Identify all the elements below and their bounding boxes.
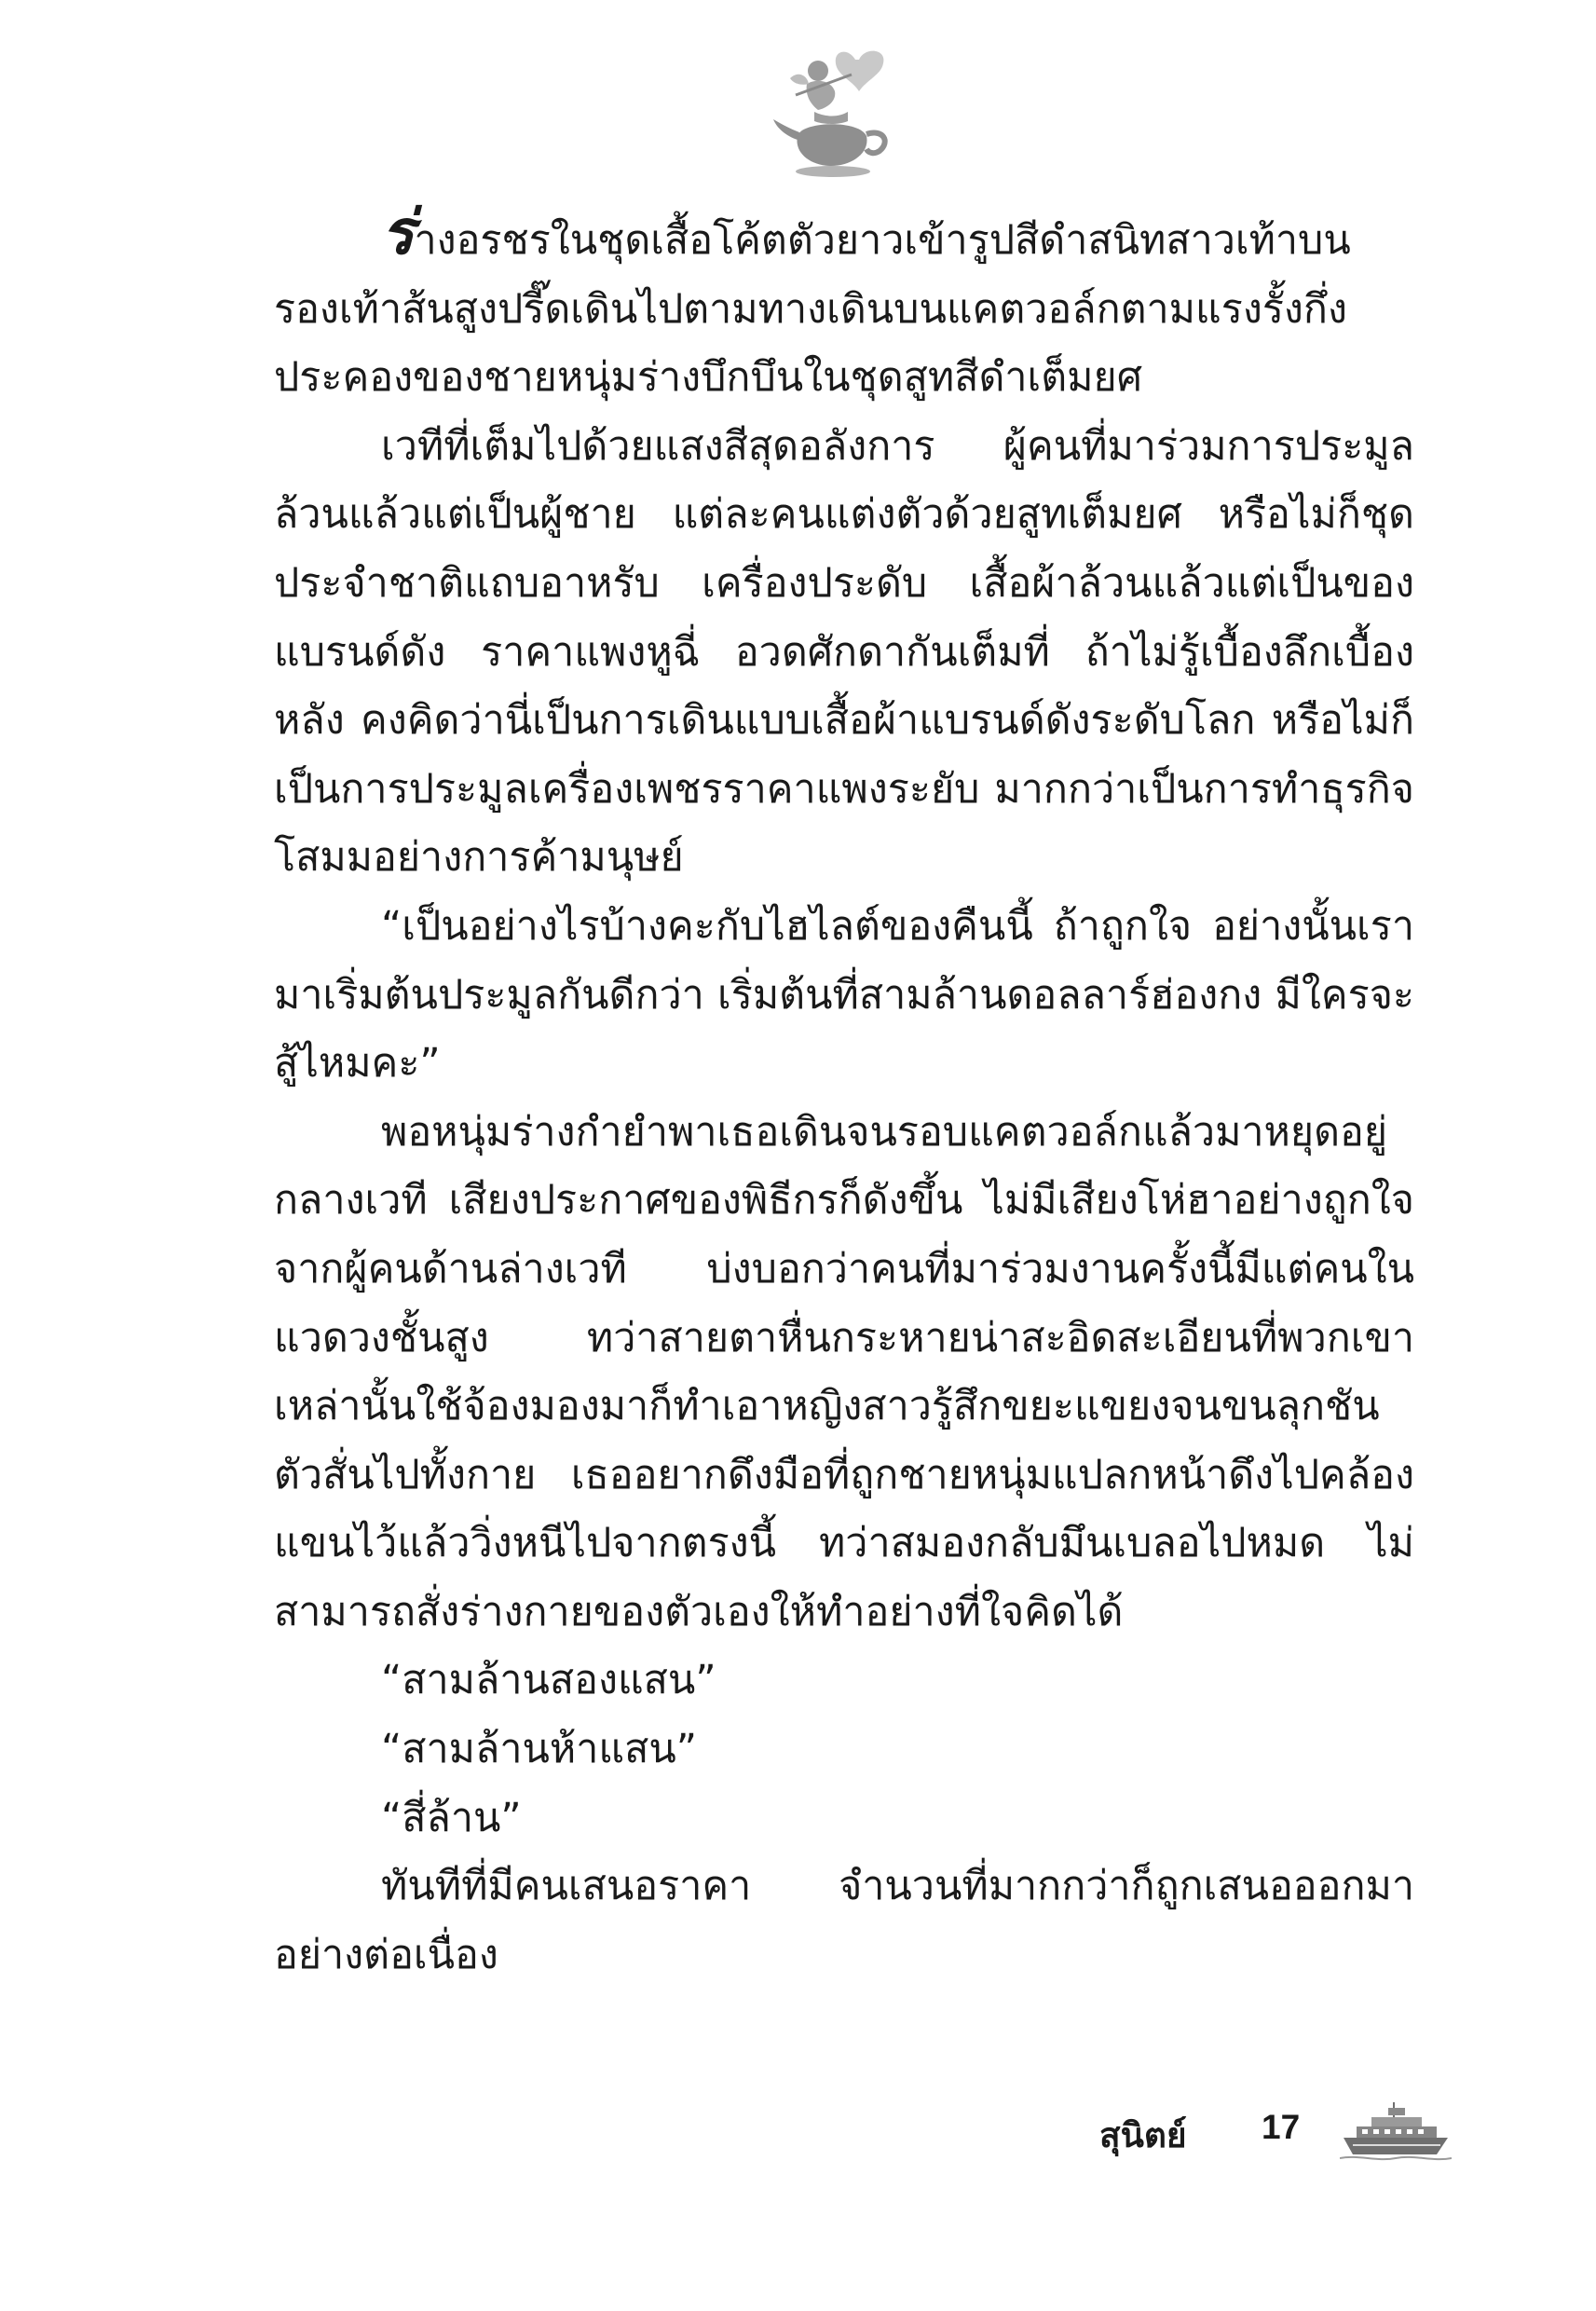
- paragraph: “สามล้านห้าแสน”: [381, 1726, 698, 1773]
- paragraph: “เป็นอย่างไรบ้างคะกับไฮไลต์ของคืนนี้ ถ้าถูกใจ อย่างนั้นเรามาเริ่มต้นประมูลกันดีกว่า เริ่มต้นที่สามล้านดอลลาร์ฮ่องกง มีใครจะสู้ไหมคะ”: [274, 902, 1414, 1087]
- body-text: [274, 197, 1414, 1990]
- paragraph: พอหนุ่มร่างกำยำพาเธอเดินจนรอบแคตวอล์กแล้วมาหยุดอยู่กลางเวที เสียงประกาศของพิธีกรก็ดังขึ้น ไม่มีเสียงโห่ฮาอย่างถูกใจจากผู้คนด้านล่างเวที บ่งบอกว่าคนที่มาร่วมงานครั้งนี้มีแต่คนในแวดวงชั้นสูง ทว่าสายตาหื่นกระหายน่าสะอิดสะเอียนที่พวกเขาเหล่านั้นใช้จ้องมองมาก็ทำเอาหญิงสาวรู้สึกขยะแขยงจนขนลุกชัน ตัวสั่นไปทั้งกาย เธออยากดึงมือที่ถูกชายหนุ่มแปลกหน้าดึงไปคล้องแขนไว้แล้ววิ่งหนีไปจากตรงนี้ ทว่าสมองกลับมึนเบลอไปหมด ไม่สามารถสั่งร่างกายของตัวเองให้ทำอย่างที่ใจคิดได้: [274, 1108, 1414, 1635]
- cupid-teapot-icon: [770, 43, 900, 183]
- paragraph: ทันทีที่มีคนเสนอราคา จำนวนที่มากกว่าก็ถูกเสนอออกมาอย่างต่อเนื่อง: [274, 1863, 1414, 1978]
- paragraph: “สี่ล้าน”: [381, 1794, 522, 1841]
- ship-icon: [1340, 2099, 1452, 2164]
- page-number: 17: [1262, 2108, 1301, 2146]
- paragraph: เวทีที่เต็มไปด้วยแสงสีสุดอลังการ ผู้คนที่มาร่วมการประมูลล้วนแล้วแต่เป็นผู้ชาย แต่ละคนแต่งตัวด้วยสูทเต็มยศ หรือไม่ก็ชุดประจำชาติแถบอาหรับ เครื่องประดับ เสื้อผ้าล้วนแล้วแต่เป็นของแบรนด์ดัง ราคาแพงหูฉี่ อวดศักดากันเต็มที่ ถ้าไม่รู้เบื้องลึกเบื้องหลัง คงคิดว่านี่เป็นการเดินแบบเสื้อผ้าแบรนด์ดังระดับโลก หรือไม่ก็เป็นการประมูลเครื่องเพชรราคาแพงระยับ มากกว่าเป็นการทำธุรกิจโสมมอย่างการค้ามนุษย์: [274, 422, 1414, 882]
- paragraph-text: างอรชรในชุดเสื้อโค้ตตัวยาวเข้ารูปสีดำสนิทสาวเท้าบนรองเท้าส้นสูงปรี๊ดเดินไปตามทางเดินบนแคตวอล์กตามแรงรั้งกึ่งประคองของชายหนุ่มร่างบึกบึนในชุดสูทสีดำเต็มยศ: [274, 217, 1351, 402]
- paragraph: [274, 197, 1414, 413]
- drop-cap: ร่: [381, 197, 415, 268]
- paragraph: “สามล้านสองแสน”: [381, 1657, 716, 1704]
- author-name: สุนิตย์: [1099, 2115, 1187, 2155]
- page-footer: [1099, 2097, 1453, 2171]
